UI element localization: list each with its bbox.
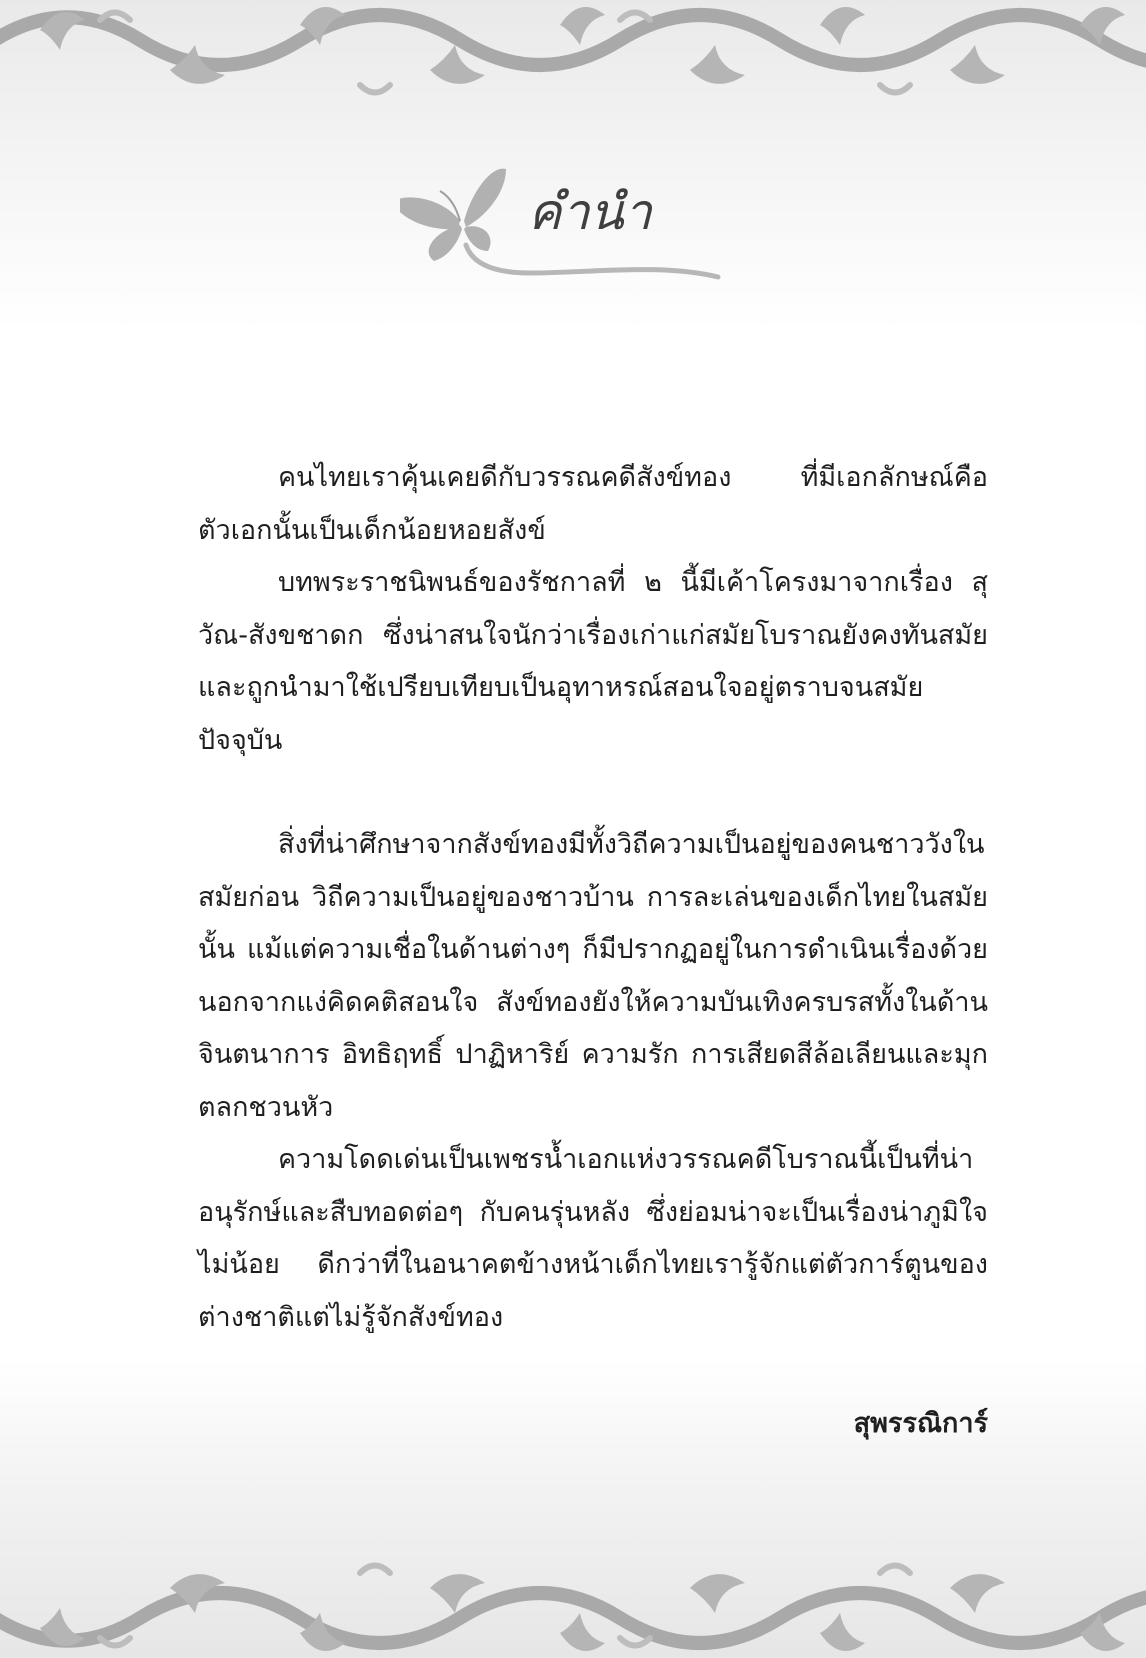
floral-border-bottom — [0, 1548, 1146, 1658]
floral-border-bottom-icon — [0, 1548, 1146, 1658]
page-title: คำนำ — [528, 183, 652, 241]
paragraph-3: สิ่งที่น่าศึกษาจากสังข์ทองมีทั้งวิถีความเป็นอยู่ของคนชาววังในสมัยก่อน วิถีความเป็นอยู่ของชาวบ้าน การละเล่นของเด็กไทยในสมัยนั้น แม้แต่ความเชื่อในด้านต่างๆ ก็มีปรากฏอยู่ในการดำเนินเรื่องด้วย นอกจากแง่คิดคติสอนใจ สังข์ทองยังให้ความบันเทิงครบรสทั้งในด้านจินตนาการ อิทธิฤทธิ์ ปาฏิหาริย์ ความรัก การเสียดสีล้อเลียนและมุกตลกชวนหัว — [198, 829, 988, 1123]
preface-body — [198, 452, 988, 1344]
swirl-underline — [466, 245, 718, 277]
paragraph-1: คนไทยเราคุ้นเคยดีกับวรรณคดีสังข์ทอง ที่มีเอกลักษณ์คือตัวเอกนั้นเป็นเด็กน้อยหอยสังข์ — [198, 462, 988, 546]
title-block — [400, 165, 780, 305]
author-signature: สุพรรณิการ์ — [853, 1408, 988, 1439]
floral-border-top-icon — [0, 0, 1146, 110]
paragraph-4: ความโดดเด่นเป็นเพชรน้ำเอกแห่งวรรณคดีโบราณนี้เป็นที่น่าอนุรักษ์และสืบทอดต่อๆ กับคนรุ่นหลัง ซึ่งย่อมน่าจะเป็นเรื่องน่าภูมิใจไม่น้อย ดีกว่าที่ในอนาคตข้างหน้าเด็กไทยเรารู้จักแต่ตัวการ์ตูนของต่างชาติแต่ไม่รู้จักสังข์ทอง — [198, 1144, 988, 1333]
paragraph-2: บทพระราชนิพนธ์ของรัชกาลที่ ๒ นี้มีเค้าโครงมาจากเรื่อง สุวัณ-สังขชาดก ซึ่งน่าสนใจนักว่าเรื่องเก่าแก่สมัยโบราณยังคงทันสมัย และถูกนำมาใช้เปรียบเทียบเป็นอุทาหรณ์สอนใจอยู่ตราบจนสมัยปัจจุบัน — [198, 567, 988, 756]
floral-border-top — [0, 0, 1146, 110]
